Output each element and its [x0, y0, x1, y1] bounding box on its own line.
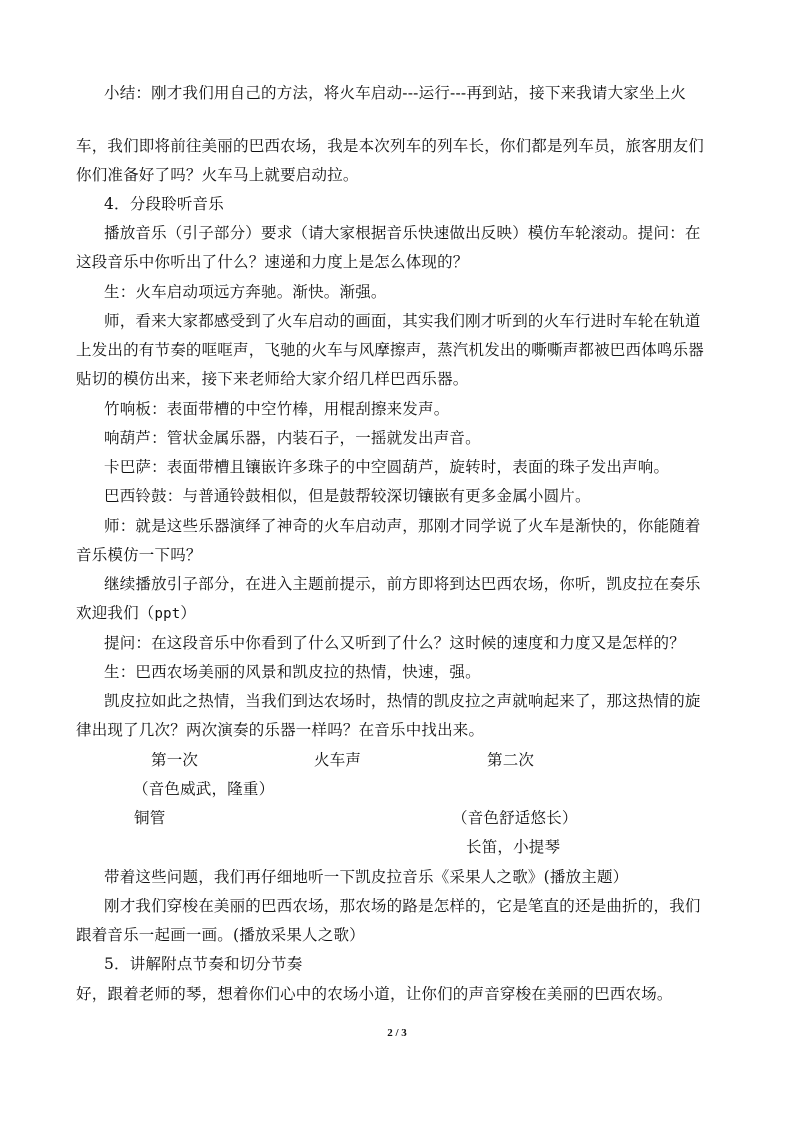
- ppt-label: ppt: [154, 606, 181, 622]
- table-timbre-second: （音色舒适悠长）: [452, 809, 578, 827]
- table-flute-violin: 长笛，小提琴: [466, 838, 561, 856]
- text-line: 贴切的模仿出来，接下来老师给大家介绍几样巴西乐器。: [76, 370, 469, 388]
- text-line: 师：就是这些乐器演绎了神奇的火车启动声，那刚才同学说了火车是渐快的，你能随着: [104, 517, 701, 535]
- text-line: 音乐模仿一下吗？: [76, 546, 202, 564]
- text-line: 巴西铃鼓：与普通铃鼓相似，但是鼓帮较深切镶嵌有更多金属小圆片。: [104, 487, 591, 505]
- table-first: 第一次: [151, 751, 199, 769]
- text-line: 播放音乐（引子部分）要求（请大家根据音乐快速做出反映）模仿车轮滚动。提问：在: [104, 224, 701, 242]
- text-line: 卡巴萨：表面带槽且镶嵌许多珠子的中空圆葫芦，旋转时，表面的珠子发出声响。: [104, 458, 670, 476]
- text-line: 律出现了几次？两次演奏的乐器一样吗？在音乐中找出来。: [76, 721, 485, 739]
- text-line: 跟着音乐一起画一画。(播放采果人之歌）: [76, 926, 365, 944]
- text-line: 竹响板：表面带槽的中空竹棒，用棍刮擦来发声。: [104, 400, 450, 418]
- text-line: 上发出的有节奏的哐哐声，飞驰的火车与风摩擦声，蒸汽机发出的嘶嘶声都被巴西体鸣乐器: [76, 341, 705, 359]
- text-line: 继续播放引子部分，在进入主题前提示，前方即将到达巴西农场，你听，凯皮拉在奏乐: [104, 575, 701, 593]
- text-span: 欢迎我们（: [76, 604, 155, 622]
- text-line: 这段音乐中你听出了什么？速递和力度上是怎么体现的？: [76, 253, 469, 271]
- text-line: 生：巴西农场美丽的风景和凯皮拉的热情，快速，强。: [104, 663, 481, 681]
- text-line: 师，看来大家都感受到了火车启动的画面，其实我们刚才听到的火车行进时车轮在轨道: [104, 312, 701, 330]
- text-line: 提问：在这段音乐中你看到了什么又听到了什么？这时候的速度和力度又是怎样的？: [104, 634, 685, 652]
- text-line: 凯皮拉如此之热情，当我们到达农场时，热情的凯皮拉之声就响起来了，那这热情的旋: [104, 692, 701, 710]
- text-line: 好，跟着老师的琴，想着你们心中的农场小道，让你们的声音穿梭在美丽的巴西农场。: [76, 985, 673, 1003]
- text-line: 带着这些问题，我们再仔细地听一下凯皮拉音乐《采果人之歌》(播放主题）: [104, 868, 629, 886]
- section-heading: 4．分段聆听音乐: [104, 195, 224, 213]
- text-line: [76, 603, 196, 624]
- table-second: 第二次: [487, 751, 535, 769]
- text-line: 刚才我们穿梭在美丽的巴西农场，那农场的路是怎样的，它是笔直的还是曲折的，我们: [104, 897, 701, 915]
- text-line: 小结：刚才我们用自己的方法，将火车启动---运行---再到站，接下来我请大家坐上火: [104, 84, 687, 102]
- text-line: 生：火车启动项远方奔驰。渐快。渐强。: [104, 283, 387, 301]
- page-number: 2 / 3: [387, 1027, 407, 1039]
- table-brass: 铜管: [134, 809, 166, 827]
- section-heading: 5．讲解附点节奏和切分节奏: [104, 955, 303, 973]
- text-line: 响葫芦：管状金属乐器，内装石子，一摇就发出声音。: [104, 429, 481, 447]
- text-line: 你们准备好了吗？火车马上就要启动拉。: [76, 166, 359, 184]
- table-timbre-first: （音色威武，隆重）: [133, 780, 275, 798]
- text-line: 车，我们即将前往美丽的巴西农场，我是本次列车的列车长，你们都是列车员，旅客朋友们: [76, 137, 705, 155]
- table-train-sound: 火车声: [314, 751, 362, 769]
- text-span: ）: [180, 604, 197, 622]
